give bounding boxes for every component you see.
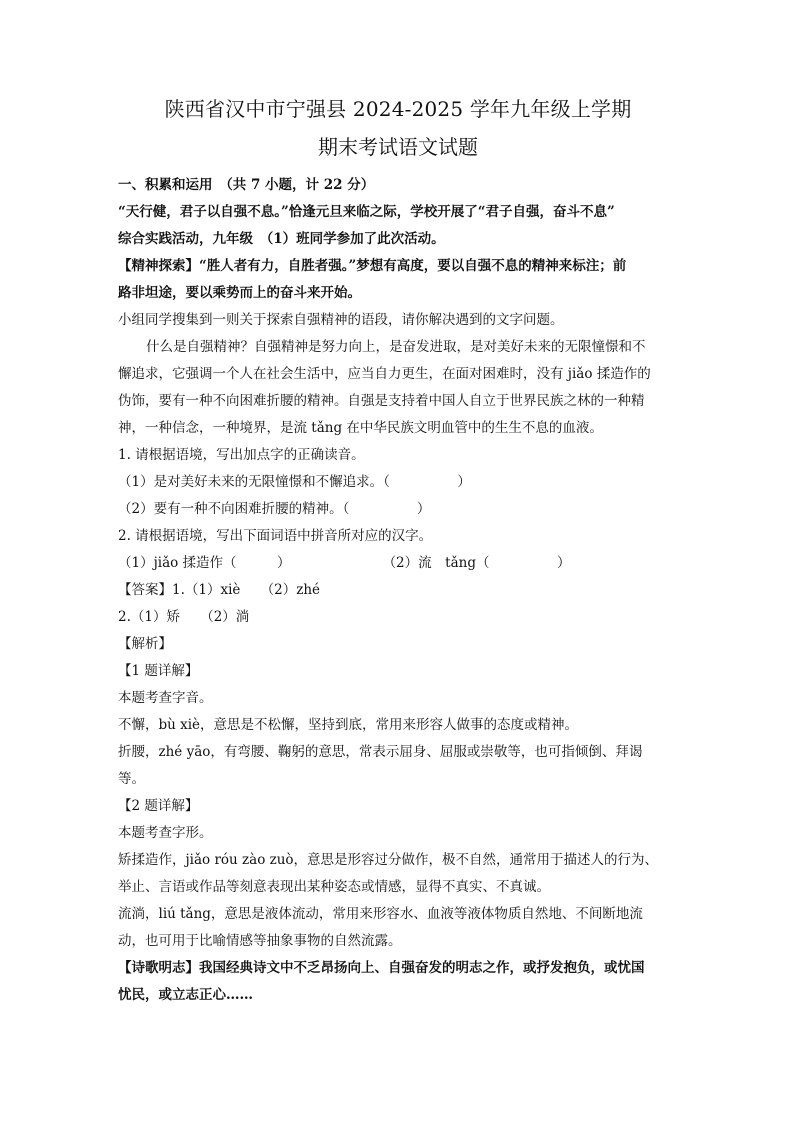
question-1-2: （2）要有一种不向困难折腰的精神。（ ） bbox=[118, 501, 431, 517]
detail-1-heading: 【1 题详解】 bbox=[118, 663, 199, 679]
explore-line-2: 路非坦途，要以乘势而上的奋斗来开始。 bbox=[118, 285, 361, 301]
intro-line-2: 综合实践活动，九年级 （1）班同学参加了此次活动。 bbox=[118, 231, 445, 247]
doc-title-line2: 期末考试语文试题 bbox=[318, 135, 478, 159]
detail-2-b-line-1: 流淌，liú tǎng，意思是液体流动，常用来形容水、血液等液体物质自然地、不间断地流 bbox=[118, 906, 643, 922]
question-2-2: （2）流 tǎng（ ） bbox=[382, 555, 571, 571]
detail-1-intro: 本题考查字音。 bbox=[118, 690, 213, 706]
passage-line-1: 什么是自强精神？自强精神是努力向上，是奋发进取，是对美好未来的无限憧憬和不 bbox=[146, 339, 646, 355]
explore-line-1: 【精神探索】“胜人者有力，自胜者强。”梦想有高度，要以自强不息的精神来标注；前 bbox=[118, 258, 627, 274]
answer-line-2: 2.（1）矫 （2）淌 bbox=[118, 609, 250, 625]
passage-line-4: 神，一种信念，一种境界，是流 tǎng 在中华民族文明血管中的生生不息的血液。 bbox=[118, 420, 603, 436]
question-2-items bbox=[118, 550, 678, 577]
doc-title-line1: 陕西省汉中市宁强县 2024-2025 学年九年级上学期 bbox=[164, 97, 632, 121]
detail-2-a-line-1: 矫揉造作，jiǎo róu zào zuò，意思是形容过分做作，极不自然，通常用于描述人的行为、 bbox=[118, 852, 659, 868]
answer-line-1: 【答案】1.（1）xiè （2）zhé bbox=[118, 582, 321, 598]
poem-line-2: 忧民，或立志正心…… bbox=[118, 987, 253, 1003]
passage-line-2: 懈追求，它强调一个人在社会生活中，应当自力更生，在面对困难时，没有 jiǎo 揉造作的 bbox=[118, 366, 651, 382]
analysis-heading: 【解析】 bbox=[118, 636, 172, 652]
question-2: 2. 请根据语境，写出下面词语中拼音所对应的汉字。 bbox=[118, 528, 433, 544]
detail-2-a-line-2: 举止、言语或作品等刻意表现出某种姿态或情感，显得不真实、不真诚。 bbox=[118, 879, 550, 895]
document-page bbox=[118, 94, 678, 1009]
question-2-1: （1）jiǎo 揉造作（ ） bbox=[118, 555, 291, 571]
passage-line-3: 伪饰，要有一种不向困难折腰的精神。自强是支持着中国人自立于世界民族之林的一种精 bbox=[118, 393, 645, 409]
question-1: 1. 请根据语境，写出加点字的正确读音。 bbox=[118, 447, 365, 463]
detail-1-b-line-1: 折腰，zhé yāo，有弯腰、鞠躬的意思，常表示屈身、屈服或崇敬等，也可指倾倒、拜谒 bbox=[118, 744, 643, 760]
detail-1-b-line-2: 等。 bbox=[118, 771, 145, 787]
poem-line-1: 【诗歌明志】我国经典诗文中不乏昂扬向上、自强奋发的明志之作，或抒发抱负，或忧国 bbox=[118, 960, 645, 976]
detail-2-b-line-2: 动，也可用于比喻情感等抽象事物的自然流露。 bbox=[118, 933, 402, 949]
task-line: 小组同学搜集到一则关于探索自强精神的语段，请你解决遇到的文字问题。 bbox=[118, 312, 564, 328]
detail-2-heading: 【2 题详解】 bbox=[118, 798, 199, 814]
question-1-1: （1）是对美好未来的无限憧憬和不懈追求。（ ） bbox=[118, 474, 471, 490]
intro-line-1: “天行健，君子以自强不息。”恰逢元旦来临之际，学校开展了“君子自强，奋斗不息” bbox=[118, 204, 615, 220]
detail-2-intro: 本题考查字形。 bbox=[118, 825, 213, 841]
detail-1-a: 不懈，bù xiè，意思是不松懈，坚持到底，常用来形容人做事的态度或精神。 bbox=[118, 717, 579, 733]
section-heading: 一、积累和运用 （共 7 小题，计 22 分） bbox=[118, 177, 375, 193]
